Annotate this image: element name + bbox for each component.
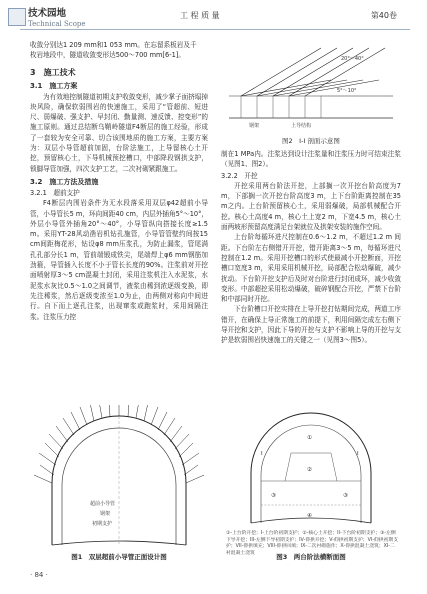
left-column bbox=[30, 40, 208, 322]
figure-3-legend: ①-上台阶开挖；I-上台阶初期支护；②-核心土开挖；II-下台阶初期支护；③-左侧下导开挖；III-左侧下导初期支护；IV-仰拱开挖；V-仰拱初期支护；VI-仰拱初期支护；VII-仰拱填充；VIII-仰拱回填；IX-二次衬砌施作；X-仰拱混凝土浇筑；XI-二衬混凝土浇筑 bbox=[226, 531, 398, 556]
journal-name-cn: 技术园地 bbox=[28, 8, 67, 19]
fig2-label: 20°～40° bbox=[341, 56, 364, 62]
subsection-heading: 3.2 施工方法及措施 bbox=[30, 177, 99, 186]
journal-name-en: Technical Scope bbox=[28, 20, 86, 28]
intro-line: 收敛分别达1 209 mm和1 053 mm。在忘留系板岩及千 bbox=[30, 41, 197, 49]
body-paragraph: 开挖采用两台阶法开挖，上部搁一次开挖台阶高度为7 m，下部搁一次开挖台阶高度3 m，上下台阶距离控制在35 m之内。上台阶预留核心土，采用弱爆破，局部机械配合开挖。核心土高度4 m，核心土上宽2 m，下宽4.5 m，核心土面两坡形预留高度满足台架就位及拱架安装的施作空间。 bbox=[221, 181, 401, 232]
fig1-label: 钢架 bbox=[100, 511, 111, 517]
svg-text:②: ② bbox=[307, 467, 312, 473]
section-heading: 3 施工技术 bbox=[30, 67, 76, 77]
figure-1-caption: 图1 双层超前小导管正面设计图 bbox=[71, 553, 167, 561]
fig1-label: 初期支护 bbox=[92, 521, 113, 527]
svg-text:④: ④ bbox=[307, 513, 312, 519]
body-paragraph: 制在1 MPa内。注浆达到设计注浆量和注浆压力时可结束注浆（见图1、图2）。 bbox=[221, 150, 401, 169]
page-header bbox=[0, 0, 427, 34]
figure-2-caption: 图2 I-I 剖面示意图 bbox=[282, 137, 340, 145]
svg-text:①: ① bbox=[307, 435, 312, 441]
body-paragraph: 下台阶槽口开挖实排在上导开挖打钻期间完成，两道工序错开，在确保上导正常施工的前提下，利用间隔完成左右侧下导开挖和支护，因此下导的开挖与支护不影响上导的开挖与支护是软弱围岩快速施工的关键之一（见图3～图5）。 bbox=[221, 305, 401, 345]
body-paragraph: 上台阶每循环进尺控制在0.6～1.2 m，不超过1.2 m 间距。下台阶左右侧错开开挖，错开距离3～5 m，每循环进尺控制在1.2 m。采用开挖槽口的形式使最减小开挖断面，开挖槽口宽度3 m，采用采用机械开挖，局部配合松动爆破，减少扰动。下台阶开挖支护后及时对台阶进行封闭成环，减少收敛变形。中部超挖采用松动爆破，破碎钢配合开挖，严禁下台阶和中部同时开挖。 bbox=[221, 233, 401, 304]
figure-2-section-diagram bbox=[221, 40, 401, 135]
svg-text:③: ③ bbox=[343, 493, 348, 499]
svg-text:I: I bbox=[261, 451, 263, 457]
header-divider bbox=[20, 29, 410, 30]
page-number: · 84 · bbox=[30, 571, 48, 579]
volume-label: 第40卷 bbox=[370, 11, 397, 20]
fig2-label: 钢架 bbox=[249, 123, 260, 129]
fig1-label: 超前小导管 bbox=[90, 501, 116, 507]
fig2-label: 5°～10° bbox=[337, 88, 357, 94]
body-paragraph: 为有效地控制隧道初期支护收敛变形，减少掌子面挤塌掉块风险，确保软弱围岩的快速施工，采用了“管超前、短进尺、弱爆破、强支护、早封闭、勤量测、速反馈、控变形”的施工原则。通过总结断乌鞘岭隧道F4断层的施工经验，形成了一套较为安全可靠、切合该围地质的施工方案，主要方案为：双层小导管超前加固，台阶法施工，上导留核心土开挖，预留核心土，下导机械预挖槽口，中部降段钢拱支护，锁脚导管加强，四次支护工艺，二次衬砌紧跟施工。 bbox=[30, 92, 208, 173]
subsection-heading: 3.1 施工方案 bbox=[30, 81, 78, 90]
section-title: 工 程 质 量 bbox=[180, 11, 220, 20]
fig2-label: 上导结构 bbox=[291, 123, 312, 129]
figure-3-cross-section bbox=[221, 405, 401, 530]
figure-3-caption: 图3 两台阶法横断面图 bbox=[276, 553, 346, 561]
logo-mark-icon bbox=[8, 8, 26, 26]
right-column bbox=[221, 149, 401, 346]
svg-text:I: I bbox=[357, 451, 359, 457]
body-paragraph: F4断层内围岩条件为无水段落采用双层φ42超前小导管，小导管长5 m，环向间距40 cm，内层外插角5°～10°，外层小导管外插角20°～40°，小导管纵向搭接长度≥1.5 m。采用YT-28风动凿岩机钻孔施管，小导管管壁约间按15 cm间距梅花形，钻设φ8 mm压浆孔，为防止漏浆，管尾满孔孔部分长1 m，管前端锻成铁尖，尾端焊上φ6 mm钢筋加劲箍，导管插入长度不小于管长长度的90%。注浆前对开挖面喷射厚3～5 cm混凝土封闭，采用注浆机注入水泥浆，水泥浆水灰比0.5～1.0之间调节，液浆由稀到浓逐级变换，即先注稀浆，然后逐级变浓至1.0为止，由两侧对称向中间进行。自下而上逐孔注浆，出现窜浆或跑浆时，采用间隔注浆。注浆压力控 bbox=[30, 199, 208, 321]
svg-text:③: ③ bbox=[271, 493, 276, 499]
figure-1-tunnel-front bbox=[30, 405, 208, 555]
intro-line: 枚岩地段中，隧道收敛变形达500～700 mm[6-1]。 bbox=[30, 51, 185, 60]
subsubsection-heading: 3.2.1 超前支护 bbox=[30, 188, 80, 197]
journal-logo bbox=[8, 8, 128, 30]
subsubsection-heading: 3.2.2 开挖 bbox=[221, 171, 258, 180]
